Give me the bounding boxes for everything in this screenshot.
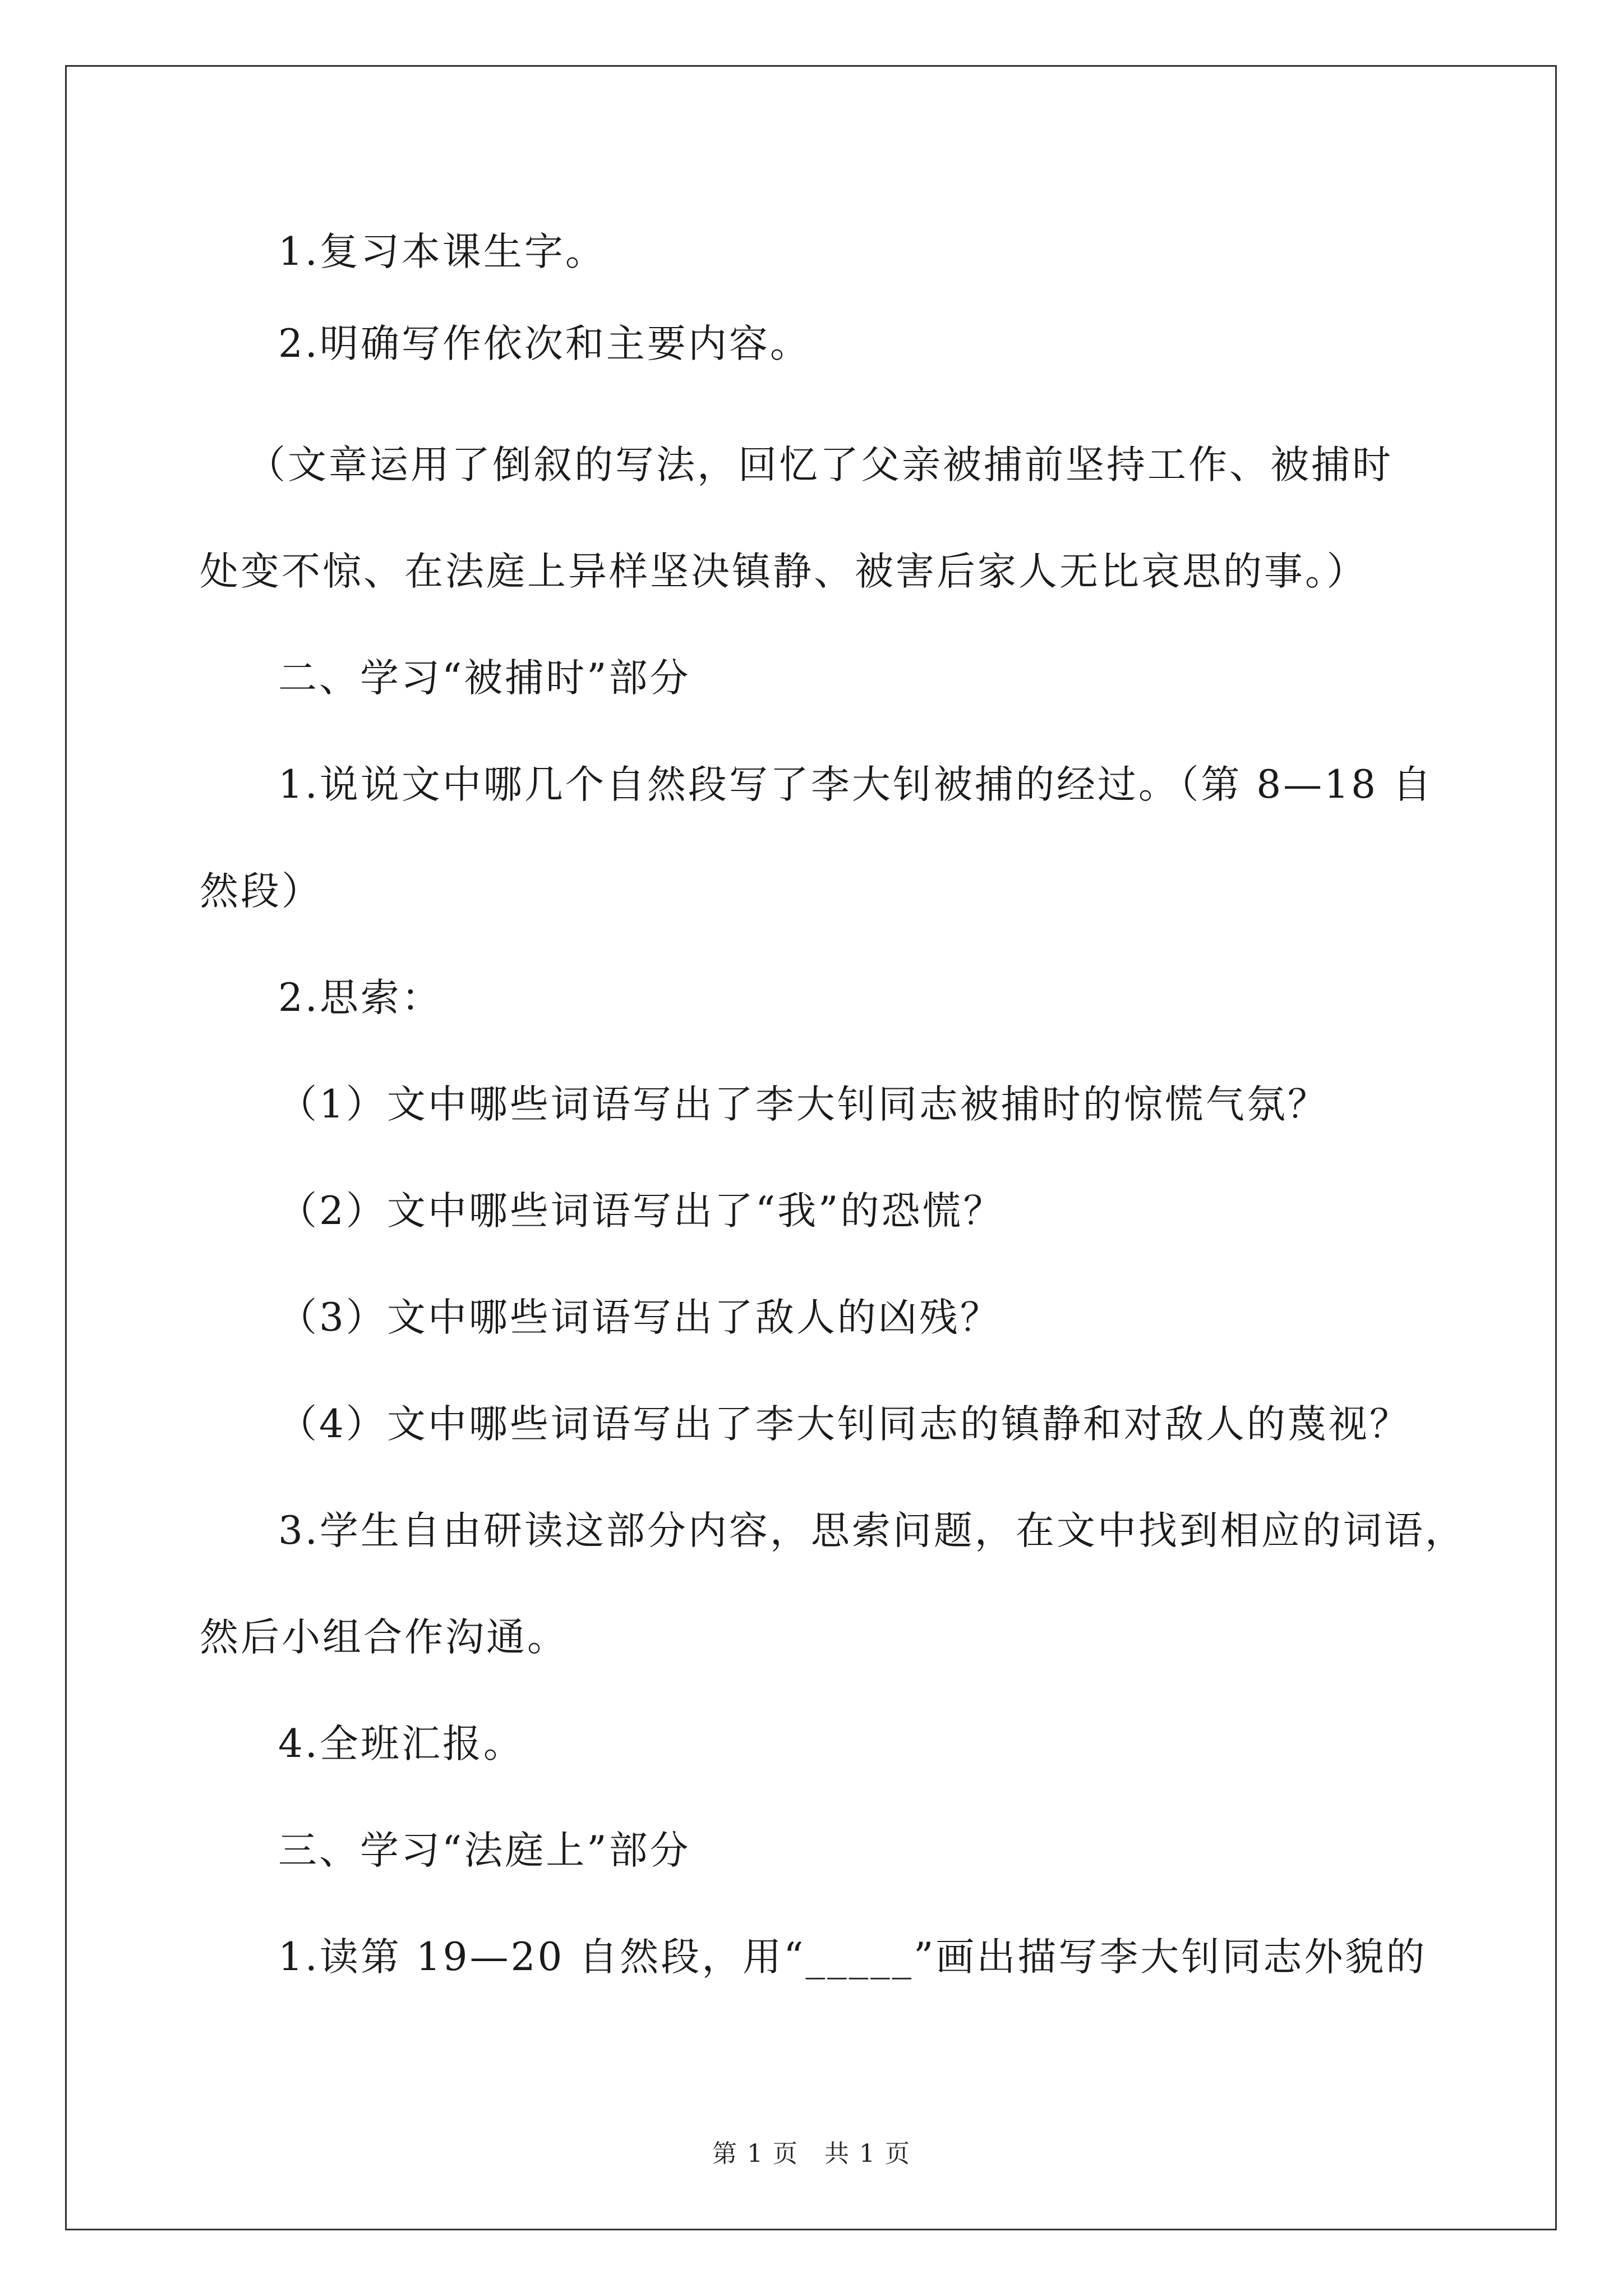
paragraph-line: 1.读第 19—20 自然段，用“_____”画出描写李大钊同志外貌的 bbox=[278, 1935, 1427, 1980]
page-border bbox=[65, 65, 1557, 2230]
paragraph-line: （4）文中哪些词语写出了李大钊同志的镇静和对敌人的蔑视？ bbox=[278, 1402, 1410, 1447]
paragraph-line: 处变不惊、在法庭上异样坚决镇静、被害后家人无比哀思的事。） bbox=[200, 549, 1368, 594]
paragraph-line: （3）文中哪些词语写出了敌人的凶残？ bbox=[278, 1295, 1001, 1340]
paragraph-line: 1.说说文中哪几个自然段写了李大钊被捕的经过。（第 8—18 自 bbox=[278, 762, 1433, 807]
paragraph-line: 2.思索： bbox=[278, 976, 442, 1020]
paragraph-line: 3.学生自由研读这部分内容，思索问题，在文中找到相应的词语， bbox=[278, 1508, 1466, 1553]
paragraph-line: （2）文中哪些词语写出了“我”的恐慌？ bbox=[278, 1189, 1004, 1234]
paragraph-line: 4.全班汇报。 bbox=[278, 1722, 524, 1766]
paragraph-line: 2.明确写作依次和主要内容。 bbox=[278, 321, 811, 366]
section-heading: 三、学习“法庭上”部分 bbox=[278, 1828, 691, 1873]
paragraph-line: 然段） bbox=[200, 869, 322, 914]
paragraph-line: （文章运用了倒叙的写法，回忆了父亲被捕前坚持工作、被捕时 bbox=[247, 443, 1393, 487]
paragraph-line: 1.复习本课生字。 bbox=[278, 229, 606, 274]
paragraph-line: 然后小组合作沟通。 bbox=[200, 1615, 568, 1660]
paragraph-line: （1）文中哪些词语写出了李大钊同志被捕时的惊慌气氛？ bbox=[278, 1082, 1329, 1127]
page-footer: 第 1 页 共 1 页 bbox=[712, 2139, 911, 2168]
section-heading: 二、学习“被捕时”部分 bbox=[278, 656, 691, 701]
